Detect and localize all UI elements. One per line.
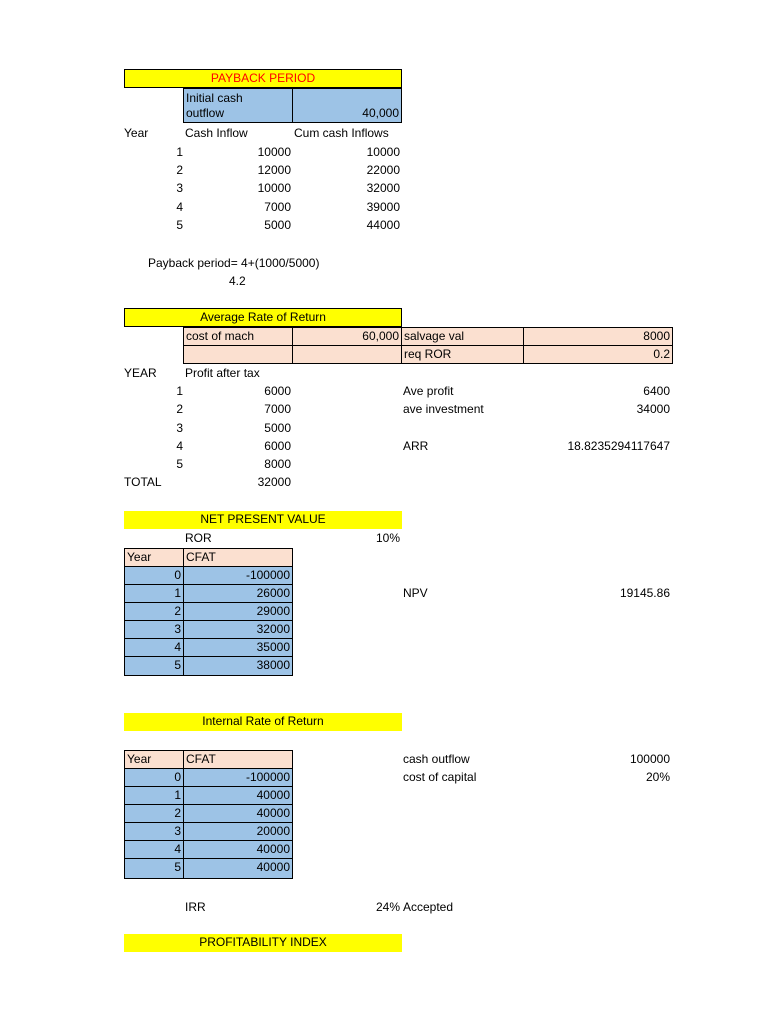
npv-title: NET PRESENT VALUE [200,512,326,526]
irr-cfat-value: 40000 [256,860,290,874]
empty-cell [183,345,293,364]
irr-title-banner [124,713,402,731]
initial-outflow-label-line2: outflow [186,106,225,120]
irr-cfat-value: -100000 [245,770,290,784]
npv-cfat-value: 35000 [256,640,290,654]
arr-label: ARR [403,439,429,453]
payback-year: 1 [176,145,183,159]
payback-title: PAYBACK PERIOD [210,71,316,85]
irr-year [124,804,184,823]
arr-year: 2 [176,402,183,416]
npv-value: 19145.86 [619,586,670,600]
arr-total-value: 32000 [257,475,291,489]
npv-col-cfat-label: CFAT [186,550,216,564]
irr-cfat-value: 40000 [256,842,290,856]
salvage-value-cell [523,327,673,346]
payback-formula: Payback period= 4+(1000/5000) [148,256,320,270]
req-ror-value: 0.2 [653,347,670,361]
arr-year: 1 [176,384,183,398]
irr-cfat [183,822,293,841]
arr-profit: 8000 [264,457,291,471]
npv-cfat [183,638,293,657]
npv-cfat-value: -100000 [245,568,290,582]
payback-col-inflow: Cash Inflow [185,126,248,140]
npv-year-value: 3 [174,622,181,636]
irr-year [124,840,184,859]
ave-investment-label: ave investment [403,402,484,416]
npv-cfat-value: 26000 [256,586,290,600]
req-ror-label-cell [401,345,524,364]
cost-of-mach-label: cost of mach [186,329,255,343]
payback-inflow: 7000 [264,200,291,214]
irr-year [124,822,184,841]
irr-status: Accepted [403,900,454,914]
payback-cum: 10000 [366,145,400,159]
payback-year: 3 [176,181,183,195]
payback-year: 4 [176,200,183,214]
irr-year-value: 3 [174,824,181,838]
irr-cfat [183,840,293,859]
npv-cfat [183,602,293,621]
irr-col-year [124,750,184,769]
irr-col-cfat [183,750,293,769]
cash-outflow-value: 100000 [629,752,670,766]
payback-col-year: Year [124,126,149,140]
irr-cfat-value: 40000 [256,788,290,802]
arr-total-label: TOTAL [124,475,162,489]
arr-year: 5 [176,457,183,471]
arr-title: Average Rate of Return [200,310,326,324]
npv-year [124,602,184,621]
cost-of-mach-value-cell [292,327,402,346]
npv-col-cfat [183,548,293,567]
irr-year-value: 0 [174,770,181,784]
salvage-label: salvage val [404,329,465,343]
npv-year [124,566,184,585]
npv-year [124,656,184,676]
npv-label: NPV [403,586,428,600]
arr-col-profit: Profit after tax [185,366,260,380]
empty-cell [292,345,402,364]
irr-year-value: 1 [174,788,181,802]
payback-cum: 39000 [366,200,400,214]
payback-cum: 44000 [366,218,400,232]
npv-cfat [183,620,293,639]
ave-investment-value: 34000 [636,402,670,416]
payback-cum: 22000 [366,163,400,177]
npv-year [124,638,184,657]
npv-year-value: 1 [174,586,181,600]
npv-year-value: 4 [174,640,181,654]
cost-of-mach-value: 60,000 [362,329,399,343]
npv-ror-label: ROR [185,531,212,545]
npv-year-value: 5 [174,658,181,672]
npv-title-banner [124,511,402,529]
arr-profit: 7000 [264,402,291,416]
payback-inflow: 5000 [264,218,291,232]
arr-year: 3 [176,421,183,435]
npv-ror-value: 10% [375,531,400,545]
irr-year [124,768,184,787]
npv-cfat-value: 29000 [256,604,290,618]
irr-cfat [183,768,293,787]
ave-profit-value: 6400 [643,384,670,398]
irr-year [124,858,184,879]
arr-title-banner [124,308,402,327]
cash-outflow-label: cash outflow [403,752,470,766]
req-ror-label: req ROR [404,347,452,361]
irr-cfat-value: 40000 [256,806,290,820]
cost-of-capital-label: cost of capital [403,770,477,784]
arr-year: 4 [176,439,183,453]
irr-cfat [183,858,293,879]
npv-col-year-label: Year [127,550,152,564]
irr-title: Internal Rate of Return [202,714,324,728]
npv-year [124,584,184,603]
salvage-label-cell [401,327,524,346]
salvage-value: 8000 [643,329,670,343]
pi-title: PROFITABILITY INDEX [199,935,327,949]
irr-cfat-value: 20000 [256,824,290,838]
npv-year-value: 0 [174,568,181,582]
cost-of-mach-label-cell [183,327,293,346]
initial-outflow-label-line1: Initial cash [186,91,243,105]
cost-of-capital-value: 20% [645,770,670,784]
payback-result: 4.2 [229,274,246,288]
npv-cfat [183,584,293,603]
irr-value: 24% [375,900,400,914]
arr-profit: 6000 [264,384,291,398]
arr-col-year: YEAR [124,366,157,380]
irr-label: IRR [185,900,206,914]
payback-inflow: 10000 [257,181,291,195]
npv-col-year [124,548,184,567]
irr-col-year-label: Year [127,752,152,766]
npv-year-value: 2 [174,604,181,618]
irr-cfat [183,786,293,805]
irr-cfat [183,804,293,823]
payback-inflow: 12000 [257,163,291,177]
payback-cum: 32000 [366,181,400,195]
payback-col-cum: Cum cash Inflows [294,126,389,140]
irr-col-cfat-label: CFAT [186,752,216,766]
irr-year-value: 5 [174,860,181,874]
npv-cfat-value: 32000 [256,622,290,636]
ave-profit-label: Ave profit [403,384,454,398]
pi-title-banner [124,934,402,952]
payback-year: 5 [176,218,183,232]
initial-outflow-label-cell [183,88,293,123]
irr-year-value: 2 [174,806,181,820]
arr-profit: 5000 [264,421,291,435]
npv-year [124,620,184,639]
irr-year [124,786,184,805]
payback-inflow: 10000 [257,145,291,159]
arr-value: 18.8235294117647 [567,439,670,453]
payback-year: 2 [176,163,183,177]
req-ror-value-cell [523,345,673,364]
npv-cfat [183,656,293,676]
arr-profit: 6000 [264,439,291,453]
initial-outflow-value: 40,000 [362,106,399,120]
initial-outflow-value-cell [292,88,402,123]
npv-cfat [183,566,293,585]
irr-year-value: 4 [174,842,181,856]
payback-title-banner [124,69,402,88]
npv-cfat-value: 38000 [256,658,290,672]
